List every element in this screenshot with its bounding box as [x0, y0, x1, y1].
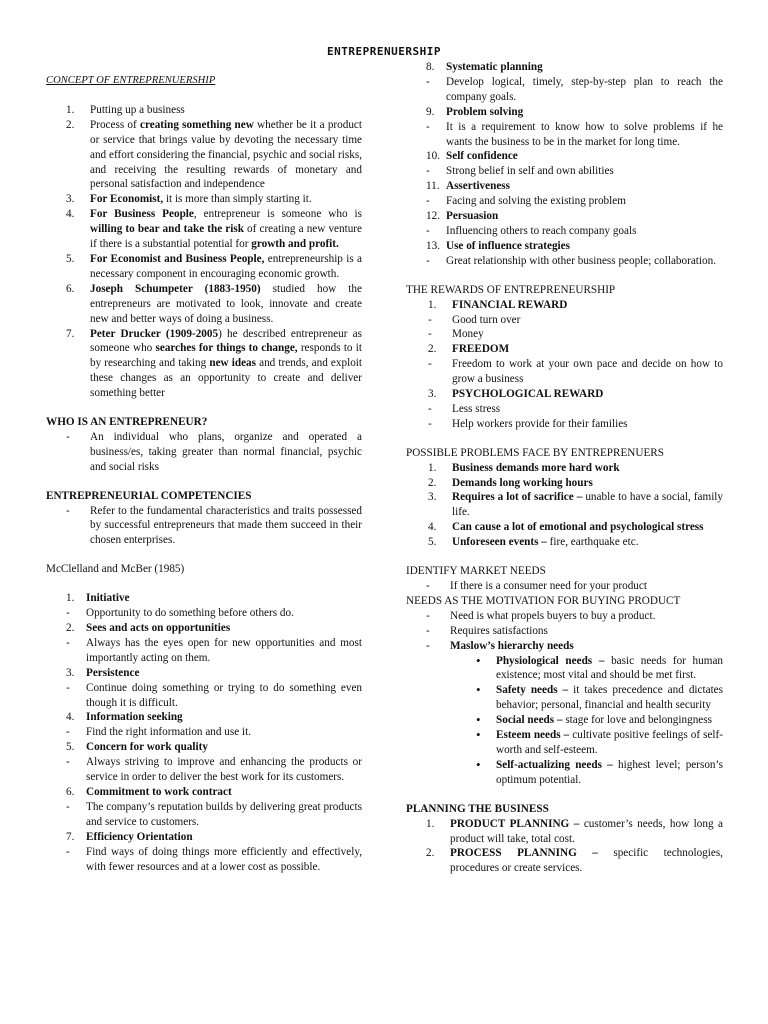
- list-item-text: [90, 118, 362, 193]
- list-marker: 3.: [428, 491, 437, 504]
- list-item-text: Find ways of doing things more efficiently and effectively, with fewer resources and at a lower cost as possible.: [86, 845, 362, 873]
- reward-item: [406, 357, 723, 387]
- competency-title: [406, 209, 723, 224]
- list-marker: -: [66, 636, 70, 649]
- list-item-text: [450, 817, 723, 847]
- problem-item: [406, 461, 723, 476]
- list-marker: 7.: [66, 830, 75, 843]
- concept-item: [46, 192, 362, 207]
- needs-item: [406, 609, 723, 624]
- competency-description: [46, 725, 362, 740]
- need-title: Safety needs –: [496, 684, 569, 697]
- concept-item: [46, 118, 362, 193]
- list-marker: -: [428, 328, 432, 341]
- list-marker: 10.: [426, 150, 440, 163]
- list-item-text: Help workers provide for their families: [452, 417, 628, 430]
- competency-description: [46, 755, 362, 785]
- who-item: [46, 430, 362, 475]
- list-item-text: Efficiency Orientation: [86, 830, 193, 843]
- list-marker: 6.: [66, 785, 75, 798]
- list-marker: -: [426, 224, 430, 237]
- list-item-text: Concern for work quality: [86, 741, 208, 754]
- list-item-text: Great relationship with other business people; collaboration.: [446, 254, 716, 267]
- list-item-text: [452, 461, 723, 476]
- reward-item: [406, 417, 723, 432]
- mcclelland-list-continued: [406, 60, 723, 269]
- list-item-text: PSYCHOLOGICAL REWARD: [452, 388, 604, 401]
- competency-description: [406, 254, 723, 269]
- text-run: searches for things to change,: [155, 342, 298, 355]
- list-marker: 8.: [426, 61, 435, 73]
- need-description: it takes precedence and dictates behavior; personal, financial and health security: [496, 684, 723, 712]
- text-run: unable to have a social, family life.: [452, 491, 724, 519]
- problem-item: [406, 520, 723, 535]
- list-item-text: FREEDOM: [452, 343, 510, 356]
- list-item-text: [452, 490, 723, 520]
- list-item-text: If there is a consumer need for your product: [450, 580, 647, 592]
- list-marker: •: [476, 652, 481, 668]
- text-run: willing to bear and take the risk: [90, 223, 244, 236]
- list-item-text: [90, 207, 362, 252]
- text-run: studied how the entrepreneurs are motivated to look, innovate and create new and better ways of doing a business.: [90, 282, 362, 325]
- reward-item: [406, 327, 723, 342]
- planning-heading: PLANNING THE BUSINESS: [406, 802, 549, 815]
- list-item-text: [496, 758, 723, 788]
- list-marker: 3.: [66, 193, 75, 206]
- text-run: entrepreneurship is a necessary component in encouraging economic growth.: [90, 252, 362, 280]
- list-item-text: Sees and acts on opportunities: [86, 622, 231, 634]
- need-title: Self-actualizing needs –: [496, 758, 613, 771]
- text-run: For Economist and Business People,: [90, 252, 265, 265]
- maslow-need: [406, 683, 723, 713]
- list-item-text: [90, 282, 362, 327]
- concept-item: [46, 252, 362, 282]
- need-title: Esteem needs –: [496, 729, 570, 742]
- left-column: [46, 60, 362, 874]
- list-marker: 4.: [66, 711, 75, 724]
- competency-title: [46, 666, 362, 681]
- needs-list: [406, 609, 723, 639]
- text-run: growth and profit.: [251, 238, 339, 251]
- list-item-text: [90, 103, 362, 118]
- list-item-text: Persistence: [86, 666, 140, 679]
- list-marker: -: [66, 756, 70, 769]
- list-marker: -: [66, 504, 70, 517]
- list-item-text: Commitment to work contract: [86, 785, 232, 798]
- mcclelland-list: [46, 591, 362, 874]
- list-item-text: Systematic planning: [446, 61, 543, 73]
- competency-title: [406, 105, 723, 120]
- list-marker: -: [426, 75, 430, 88]
- list-marker: •: [476, 727, 481, 743]
- text-run: whether be it a product or service that brings value by devoting the necessary time and effort considering the financial, psychic and social risks, and receiving the resulting rewards of monetary and personal satisfaction and independence: [90, 118, 363, 191]
- concept-heading: CONCEPT OF ENTREPRENUERSHIP: [46, 75, 216, 86]
- list-item-text: Initiative: [86, 592, 130, 605]
- concept-item: [46, 207, 362, 252]
- text-run: Process of: [90, 118, 140, 131]
- competency-title: [46, 710, 362, 725]
- competency-description: [46, 636, 362, 666]
- competency-description: [406, 75, 723, 105]
- competency-item: [46, 504, 362, 549]
- list-item-text: Less stress: [452, 402, 501, 415]
- text-run: of creating a new venture if there is a substantial potential for: [90, 223, 362, 251]
- maslow-need: [406, 728, 723, 758]
- list-marker: -: [428, 402, 432, 415]
- planning-item: [406, 817, 723, 847]
- list-item-text: Find the right information and use it.: [86, 726, 251, 739]
- list-item-text: [90, 252, 362, 282]
- text-run: and trends, and exploit these changes as an opportunity to create and deliver something better: [90, 357, 363, 400]
- competency-description: [406, 224, 723, 239]
- list-marker: 3.: [428, 388, 437, 401]
- list-item-text: Assertiveness: [446, 180, 511, 193]
- list-marker: 5.: [66, 741, 75, 754]
- competency-description: [406, 194, 723, 209]
- list-marker: 2.: [426, 847, 435, 860]
- competency-title: [406, 149, 723, 164]
- maslow-need: [406, 713, 723, 728]
- reward-item: [406, 402, 723, 417]
- competency-title: [46, 740, 362, 755]
- list-marker: -: [428, 313, 432, 326]
- reward-item: [406, 313, 723, 328]
- competency-title: [46, 785, 362, 800]
- list-item-text: [452, 476, 723, 491]
- concept-item: [46, 282, 362, 327]
- list-marker: -: [66, 607, 70, 620]
- list-item-text: An individual who plans, organize and operated a business/es, taking greater than normal financial, psychic and social risks: [90, 430, 362, 473]
- list-marker: -: [66, 800, 70, 813]
- list-marker: 12.: [426, 210, 440, 223]
- list-marker: 2.: [66, 118, 75, 131]
- planning-list: [406, 817, 723, 877]
- list-item-text: Freedom to work at your own pace and decide on how to grow a business: [452, 358, 723, 386]
- list-item-text: Persuasion: [446, 210, 499, 223]
- needs-heading: NEEDS AS THE MOTIVATION FOR BUYING PRODUCT: [406, 594, 681, 607]
- list-marker: •: [476, 682, 481, 698]
- list-item-text: Use of influence strategies: [446, 239, 570, 252]
- list-marker: -: [428, 358, 432, 371]
- page-title: ENTREPRENUERSHIP: [327, 45, 441, 58]
- rewards-heading: THE REWARDS OF ENTREPRENEURSHIP: [406, 283, 616, 296]
- list-item-text: [496, 683, 723, 713]
- list-item-text: Strong belief in self and own abilities: [446, 165, 614, 178]
- text-run: Unforeseen events –: [452, 536, 547, 549]
- text-run: Demands long working hours: [452, 476, 593, 489]
- rewards-list: [406, 298, 723, 432]
- list-marker: -: [426, 195, 430, 208]
- list-item-text: Influencing others to reach company goals: [446, 224, 637, 237]
- list-marker: -: [426, 624, 430, 637]
- competency-description: [406, 164, 723, 179]
- list-marker: 7.: [66, 327, 75, 340]
- list-marker: 1.: [428, 461, 437, 474]
- list-marker: 1.: [428, 298, 437, 311]
- list-item-text: It is a requirement to know how to solve problems if he wants the business to be in the market for long time.: [446, 120, 723, 148]
- list-marker: -: [426, 165, 430, 178]
- list-marker: 1.: [66, 592, 75, 605]
- competency-title: [406, 179, 723, 194]
- planning-item: [406, 846, 723, 876]
- reward-title: [406, 387, 723, 402]
- text-run: Peter Drucker (1909-2005: [90, 327, 219, 340]
- maslow-label: Maslow’s hierarchy needs: [450, 639, 574, 652]
- list-item-text: Information seeking: [86, 711, 183, 724]
- list-item-text: Need is what propels buyers to buy a product.: [450, 609, 656, 622]
- right-column: [406, 60, 723, 876]
- list-marker: -: [428, 417, 432, 430]
- list-marker: 2.: [66, 622, 75, 634]
- list-marker: 9.: [426, 105, 435, 118]
- problems-heading: POSSIBLE PROBLEMS FACE BY ENTREPRENUERS: [406, 446, 664, 459]
- list-item-text: Money: [452, 328, 484, 341]
- planning-description: customer’s needs, how long a product will take, total cost.: [450, 817, 724, 845]
- need-title: Social needs –: [496, 714, 563, 727]
- competency-description: [46, 681, 362, 711]
- list-item-text: [90, 192, 362, 207]
- list-marker: 4.: [428, 521, 437, 534]
- text-run: , entrepreneur is someone who is: [193, 208, 363, 221]
- planning-description: specific technologies, procedures or create services.: [450, 847, 723, 875]
- text-run: Can cause a lot of emotional and psychological stress: [452, 521, 704, 534]
- problem-item: [406, 535, 723, 550]
- list-marker: -: [66, 430, 70, 443]
- list-item-text: Good turn over: [452, 313, 521, 326]
- competencies-list: [46, 504, 362, 549]
- market-heading: IDENTIFY MARKET NEEDS: [406, 565, 546, 578]
- maslow-item: - Maslow’s hierarchy needs: [406, 639, 723, 654]
- text-run: it is more than simply starting it.: [163, 193, 312, 206]
- who-heading: WHO IS AN ENTREPRENEUR?: [46, 416, 208, 429]
- competency-title: [46, 830, 362, 845]
- list-marker: -: [66, 681, 70, 694]
- text-run: fire, earthquake etc.: [546, 536, 639, 549]
- list-marker: 1.: [426, 817, 435, 830]
- concept-item: [46, 327, 362, 402]
- competency-description: [406, 120, 723, 150]
- need-description: basic needs for human existence; most vital and should be met first.: [496, 654, 723, 682]
- list-marker: 5.: [428, 536, 437, 549]
- problem-item: [406, 476, 723, 491]
- need-description: cultivate positive feelings of self-worth and self-esteem.: [496, 729, 723, 756]
- list-marker: 13.: [426, 239, 440, 252]
- competency-title: [406, 60, 723, 75]
- list-marker: •: [476, 712, 481, 728]
- planning-title: PRODUCT PLANNING –: [450, 817, 580, 830]
- competencies-heading: ENTREPRENEURIAL COMPETENCIES: [46, 489, 252, 502]
- list-marker: -: [66, 845, 70, 858]
- list-item-text: Always has the eyes open for new opportunities and most importantly acting on them.: [86, 636, 362, 664]
- text-run: Putting up a business: [90, 103, 185, 116]
- maslow-need: [406, 758, 723, 788]
- need-description: highest level; person’s optimum potential.: [496, 758, 723, 786]
- text-run: Requires a lot of sacrifice –: [452, 491, 583, 504]
- problems-list: [406, 461, 723, 550]
- text-run: new ideas: [209, 357, 256, 370]
- text-run: For Economist,: [90, 193, 164, 206]
- list-item-text: Refer to the fundamental characteristics and traits possessed by successful entrepreneurs that made them succeed in their chosen enterprises.: [90, 504, 362, 547]
- list-item-text: Continue doing something or trying to do something even though it is difficult.: [86, 681, 362, 709]
- competency-title: [46, 591, 362, 606]
- list-item-text: Develop logical, timely, step-by-step plan to reach the company goals.: [446, 75, 723, 103]
- needs-item: [406, 624, 723, 639]
- competency-title: [46, 621, 362, 636]
- list-item-text: [90, 327, 362, 402]
- who-list: [46, 430, 362, 475]
- list-item-text: [450, 846, 723, 876]
- concept-item: [46, 103, 362, 118]
- list-marker: 3.: [66, 666, 75, 679]
- competency-title: [406, 239, 723, 254]
- list-marker: -: [426, 609, 430, 622]
- list-item-text: Self confidence: [446, 150, 518, 163]
- list-marker: 2.: [428, 343, 437, 356]
- list-marker: -: [426, 120, 430, 133]
- competency-description: [46, 845, 362, 875]
- list-marker: 2.: [428, 476, 437, 489]
- list-marker: 5.: [66, 252, 75, 265]
- text-run: creating something new: [140, 118, 254, 131]
- list-marker: -: [426, 580, 430, 592]
- list-item-text: Always striving to improve and enhancing the products or service in order to deliver the best work for its customers.: [86, 756, 362, 784]
- maslow-need: [406, 654, 723, 684]
- list-marker: •: [476, 756, 481, 772]
- list-item-text: [452, 520, 723, 535]
- market-item: [406, 579, 723, 594]
- list-marker: 11.: [426, 180, 440, 193]
- list-item-text: Problem solving: [446, 105, 524, 118]
- list-item-text: Facing and solving the existing problem: [446, 195, 626, 208]
- list-marker: 1.: [66, 103, 75, 116]
- competency-description: [46, 800, 362, 830]
- list-item-text: Requires satisfactions: [450, 624, 548, 637]
- mcclelland-heading: McClelland and McBer (1985): [46, 563, 185, 576]
- reward-title: [406, 298, 723, 313]
- list-item-text: The company’s reputation builds by delivering great products and service to customers.: [86, 800, 362, 828]
- list-item-text: [496, 728, 723, 758]
- text-run: Business demands more hard work: [452, 461, 620, 474]
- list-item-text: [452, 535, 723, 550]
- list-marker: -: [66, 726, 70, 739]
- list-item-text: [496, 713, 723, 728]
- need-description: stage for love and belongingness: [562, 714, 712, 727]
- list-marker: -: [426, 254, 430, 267]
- text-run: ) he described entrepreneur as someone who: [90, 327, 362, 355]
- list-item-text: [496, 654, 723, 684]
- list-marker: 4.: [66, 208, 75, 221]
- maslow-list: [406, 654, 723, 788]
- list-marker: 6.: [66, 282, 75, 295]
- planning-title: PROCESS PLANNING –: [450, 847, 598, 860]
- list-item-text: FINANCIAL REWARD: [452, 298, 568, 311]
- text-run: responds to it by researching and taking: [90, 342, 362, 370]
- need-title: Physiological needs –: [496, 654, 605, 667]
- reward-title: [406, 342, 723, 357]
- text-run: Joseph Schumpeter (1883-1950): [90, 282, 261, 295]
- problem-item: [406, 490, 723, 520]
- list-item-text: Opportunity to do something before others do.: [86, 607, 294, 620]
- text-run: For Business People: [90, 208, 194, 221]
- market-list: [406, 579, 723, 594]
- competency-description: [46, 606, 362, 621]
- concept-list: [46, 103, 362, 401]
